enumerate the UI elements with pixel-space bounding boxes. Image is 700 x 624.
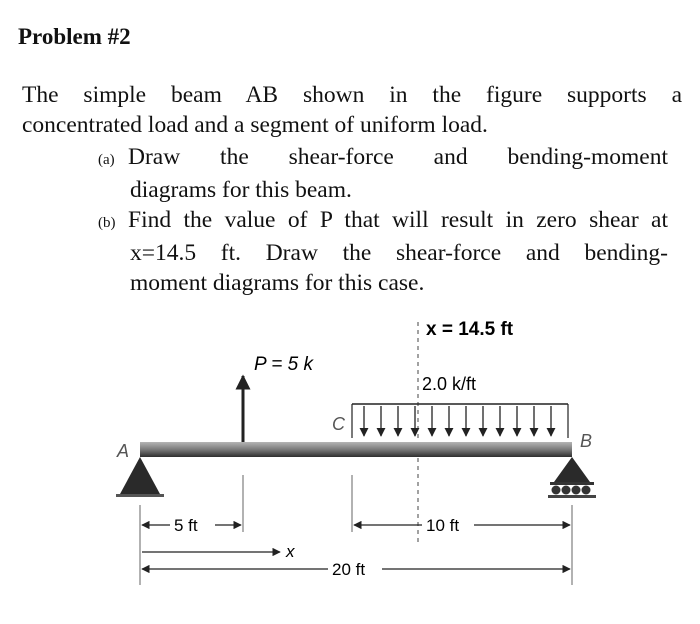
pin-support-base xyxy=(116,494,164,497)
part-a xyxy=(98,142,668,205)
part-a-first-line xyxy=(98,142,668,175)
part-b-label: (b) xyxy=(98,215,116,231)
dim-5ft-label: 5 ft xyxy=(174,516,198,535)
beam xyxy=(140,442,572,457)
point-a-label: A xyxy=(117,441,130,461)
pin-support-triangle xyxy=(120,457,160,494)
roller-support-triangle xyxy=(554,457,590,482)
beam-figure xyxy=(100,310,620,600)
distributed-load xyxy=(352,404,568,438)
point-b-label: B xyxy=(580,431,593,451)
part-a-line-2: diagrams for this beam. xyxy=(130,177,352,203)
intro-line-1: The simple beam AB shown in the figure supports a xyxy=(22,82,682,108)
dim-10ft-label: 10 ft xyxy=(426,516,460,535)
roller-top-plate xyxy=(550,482,594,485)
roller-ground xyxy=(548,495,596,498)
point-c-label: C xyxy=(332,414,345,434)
part-b-line-3: moment diagrams for this case. xyxy=(130,270,425,296)
x-marker-label: x = 14.5 ft xyxy=(426,319,514,340)
roller-wheel xyxy=(562,486,571,495)
problem-intro xyxy=(22,80,682,140)
part-b xyxy=(98,205,668,298)
dim-x-label: x xyxy=(286,542,295,561)
part-b-line-2: x=14.5 ft. Draw the shear-force and bending- xyxy=(130,240,668,266)
roller-wheel xyxy=(552,486,561,495)
part-b-first-line xyxy=(98,205,668,238)
roller-support-b xyxy=(548,457,596,498)
roller-wheel xyxy=(582,486,591,495)
part-a-line-1: Draw the shear-force and bending-moment xyxy=(128,144,668,170)
part-b-line-1: Find the value of P that will result in zero shear at xyxy=(128,207,668,233)
part-a-label: (a) xyxy=(98,152,115,168)
problem-title: Problem #2 xyxy=(18,24,131,49)
dist-load-label: 2.0 k/ft xyxy=(422,374,477,394)
pin-support-a xyxy=(116,457,164,497)
p-load-label: P = 5 k xyxy=(254,354,313,375)
roller-wheel xyxy=(572,486,581,495)
intro-line-2: concentrated load and a segment of uniform load. xyxy=(22,112,488,138)
dim-20ft-label: 20 ft xyxy=(332,560,366,579)
